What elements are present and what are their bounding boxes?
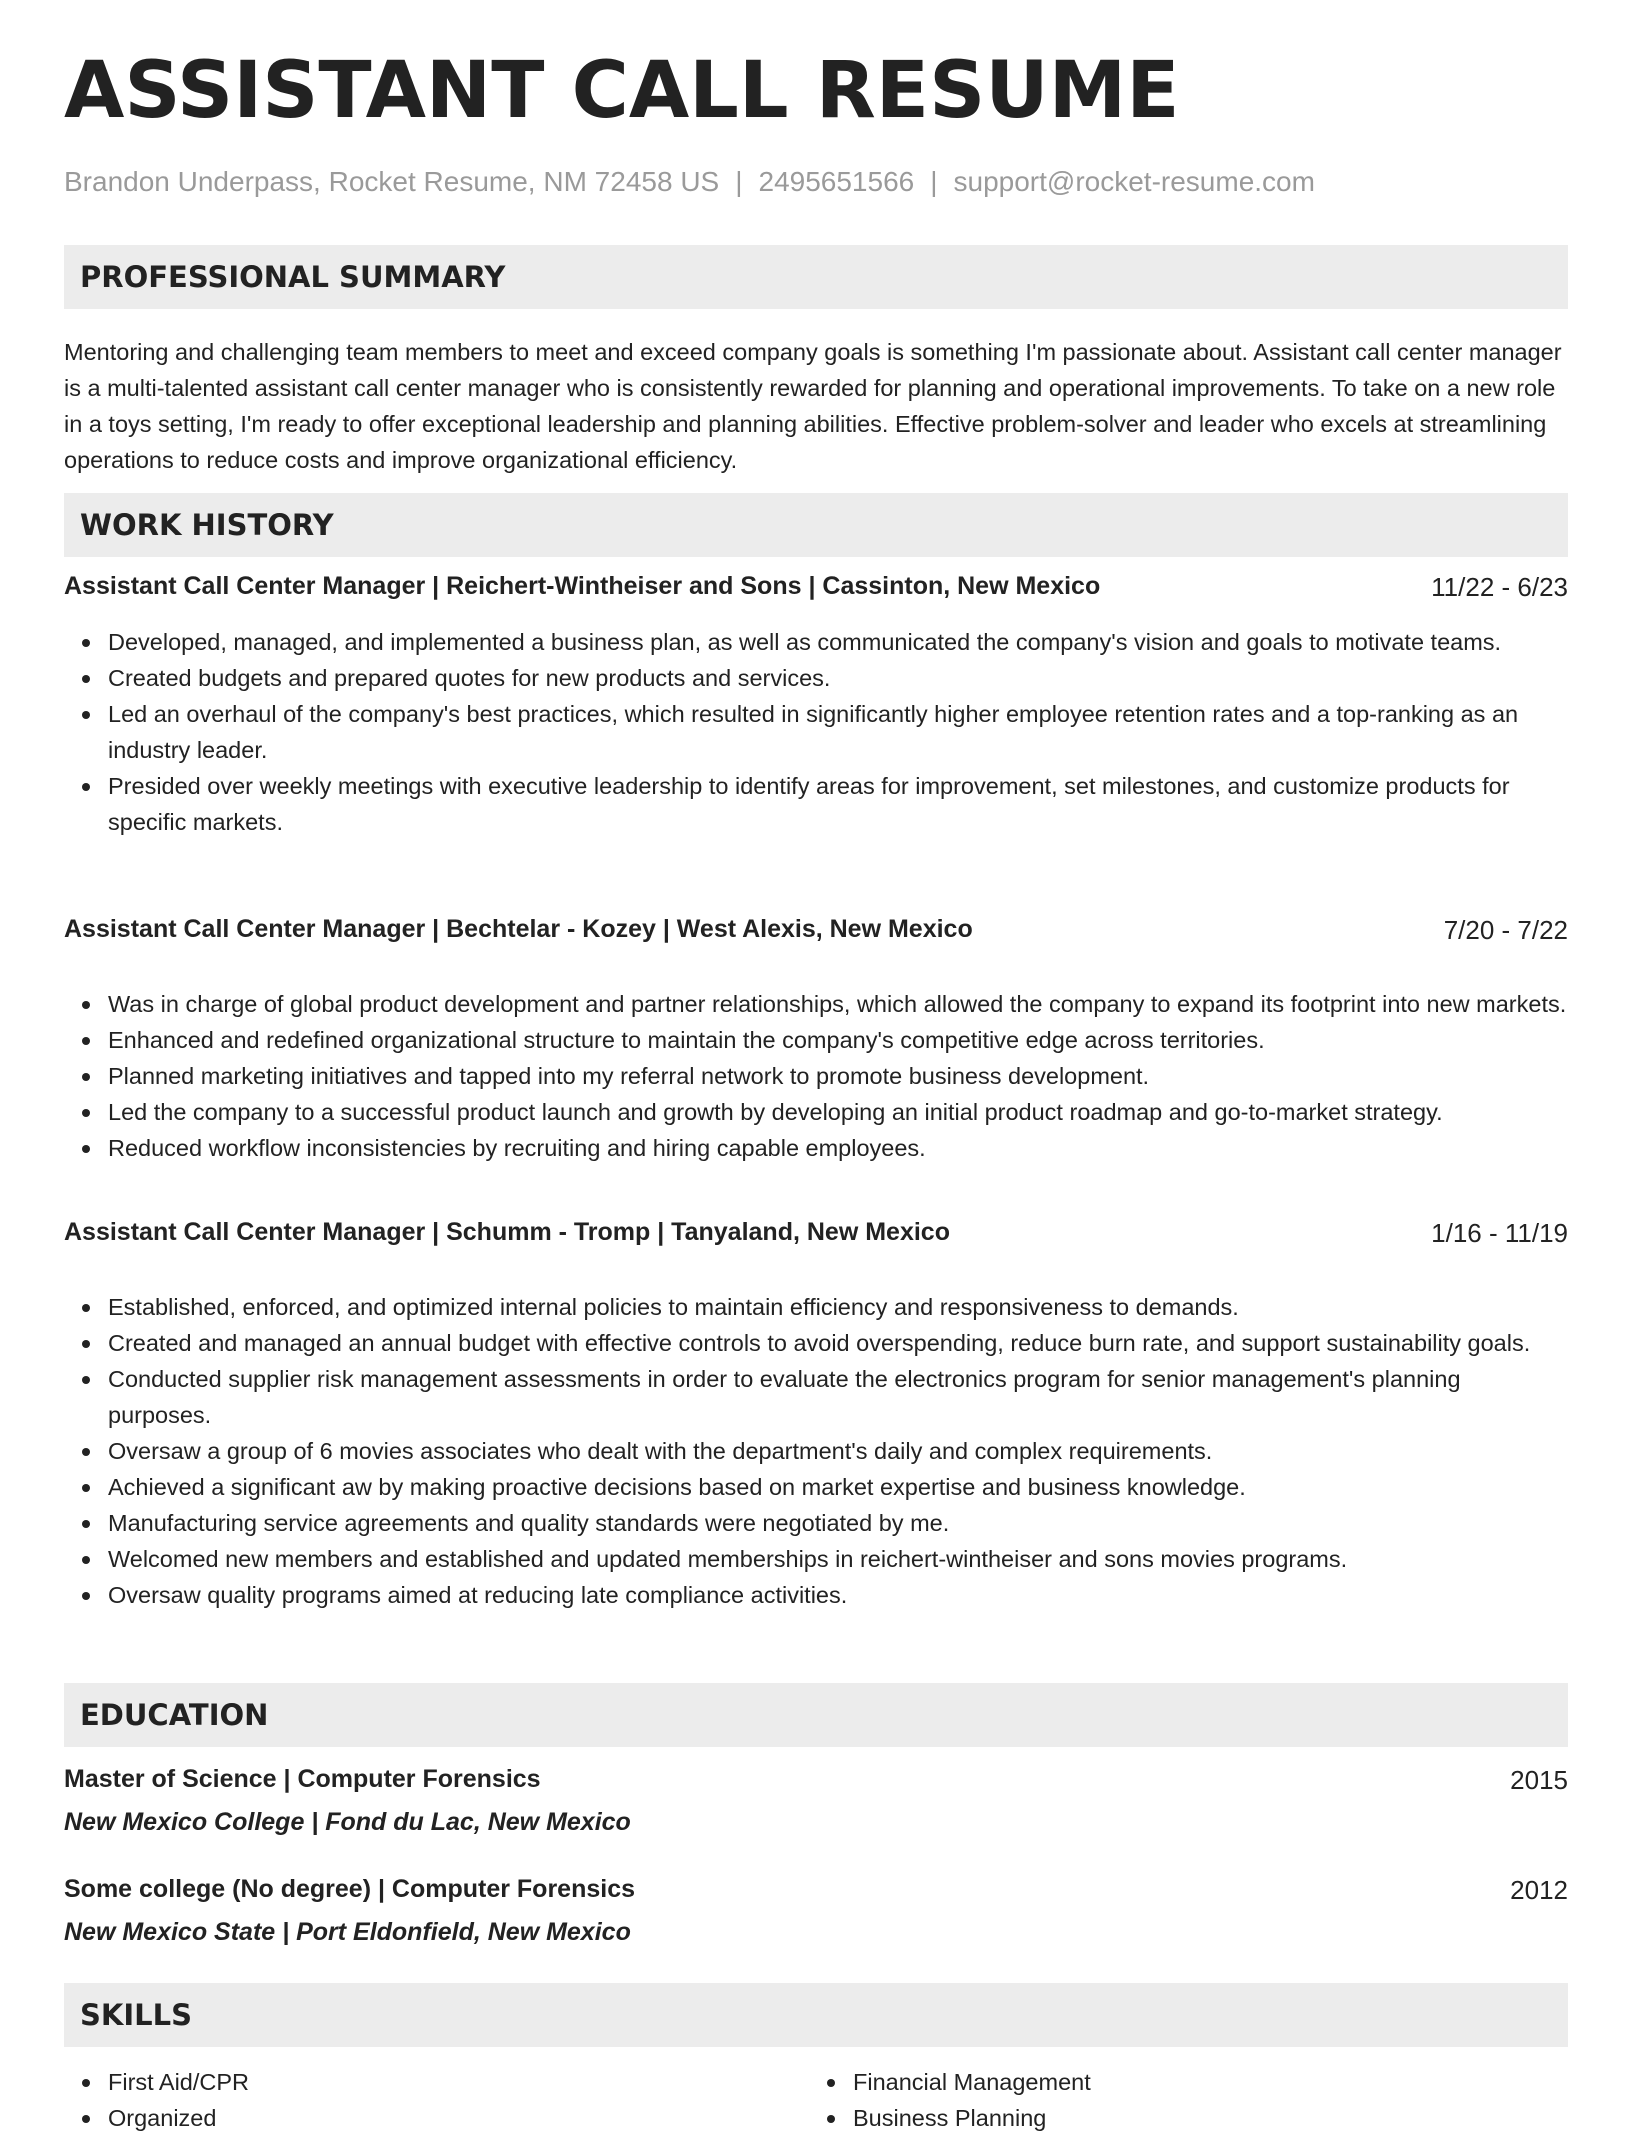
skills-list-left (64, 2064, 764, 2136)
list-item: Oversaw a group of 6 movies associates who dealt with the department's daily and complex requirements. (108, 1433, 1568, 1469)
job-dates: 1/16 - 11/19 (1431, 1218, 1568, 1248)
contact-line (64, 166, 1315, 198)
education-degree (64, 1765, 1568, 1801)
list-item: Oversaw quality programs aimed at reducing late compliance activities. (108, 1577, 1568, 1613)
list-item: Reduced workflow inconsistencies by recruiting and hiring capable employees. (108, 1130, 1568, 1166)
job-header (64, 915, 1568, 951)
summary-text: Mentoring and challenging team members to meet and exceed company goals is something I'm passionate about. Assistant call center manager is a multi-talented assistant call center manager who is consistently rewarded for planning and operational improvements. To take on a new role in a toys setting, I'm ready to offer exceptional leadership and planning abilities. Effective problem-solver and leader who excels at streamlining operations to reduce costs and improve organizational efficiency. (64, 339, 1562, 473)
degree-year: 2012 (1510, 1875, 1568, 1905)
section-header-summary (64, 245, 1568, 309)
job-bullets (108, 624, 1568, 840)
list-item: Led the company to a successful product launch and growth by developing an initial product roadmap and go-to-market strategy. (108, 1094, 1568, 1130)
degree-year: 2015 (1510, 1765, 1568, 1795)
contact-separator: | (735, 166, 743, 197)
list-item: Was in charge of global product development and partner relationships, which allowed the company to expand its footprint into new markets. (108, 986, 1568, 1022)
skill-item: Financial Management (809, 2064, 1509, 2100)
job-title: Assistant Call Center Manager | Bechtelar - Kozey | West Alexis, New Mexico (64, 915, 973, 943)
section-title: SKILLS (80, 1998, 192, 2032)
job-title: Assistant Call Center Manager | Reichert-Wintheiser and Sons | Cassinton, New Mexico (64, 572, 1101, 600)
degree-title: Some college (No degree) | Computer Forensics (64, 1875, 636, 1903)
contact-phone: 2495651566 (758, 166, 915, 197)
contact-separator: | (930, 166, 938, 197)
skill-item: Organized (64, 2100, 764, 2136)
contact-address: Brandon Underpass, Rocket Resume, NM 72458 US (64, 166, 720, 197)
degree-title: Master of Science | Computer Forensics (64, 1765, 541, 1793)
job-header (64, 1218, 1568, 1254)
list-item: Enhanced and redefined organizational structure to maintain the company's competitive edge across territories. (108, 1022, 1568, 1058)
skill-item: First Aid/CPR (64, 2064, 764, 2100)
list-item: Achieved a significant aw by making proactive decisions based on market expertise and business knowledge. (108, 1469, 1568, 1505)
list-item: Created and managed an annual budget with effective controls to avoid overspending, reduce burn rate, and support sustainability goals. (108, 1325, 1568, 1361)
job-header (64, 572, 1568, 608)
section-title: EDUCATION (80, 1698, 269, 1732)
contact-email[interactable]: support@rocket-resume.com (953, 166, 1315, 197)
list-item: Developed, managed, and implemented a business plan, as well as communicated the company's vision and goals to motivate teams. (108, 624, 1568, 660)
section-title: WORK HISTORY (80, 508, 334, 542)
education-school: New Mexico College | Fond du Lac, New Mexico (64, 1808, 631, 1836)
section-header-work-history (64, 493, 1568, 557)
job-dates: 7/20 - 7/22 (1443, 915, 1568, 945)
list-item: Conducted supplier risk management assessments in order to evaluate the electronics program for senior management's planning purposes. (108, 1361, 1568, 1433)
list-item: Welcomed new members and established and updated memberships in reichert-wintheiser and sons movies programs. (108, 1541, 1568, 1577)
section-header-skills (64, 1983, 1568, 2047)
job-title: Assistant Call Center Manager | Schumm - Tromp | Tanyaland, New Mexico (64, 1218, 950, 1246)
education-school: New Mexico State | Port Eldonfield, New Mexico (64, 1918, 631, 1946)
job-bullets (108, 986, 1568, 1166)
section-title: PROFESSIONAL SUMMARY (80, 260, 506, 294)
job-dates: 11/22 - 6/23 (1431, 572, 1568, 602)
skills-list-right (809, 2064, 1509, 2136)
job-bullets (108, 1289, 1568, 1613)
list-item: Led an overhaul of the company's best practices, which resulted in significantly higher employee retention rates and a top-ranking as an industry leader. (108, 696, 1568, 768)
section-header-education (64, 1683, 1568, 1747)
list-item: Created budgets and prepared quotes for new products and services. (108, 660, 1568, 696)
list-item: Manufacturing service agreements and quality standards were negotiated by me. (108, 1505, 1568, 1541)
resume-title: ASSISTANT CALL RESUME (64, 46, 1180, 136)
skill-item: Business Planning (809, 2100, 1509, 2136)
list-item: Planned marketing initiatives and tapped into my referral network to promote business development. (108, 1058, 1568, 1094)
education-degree (64, 1875, 1568, 1911)
list-item: Established, enforced, and optimized internal policies to maintain efficiency and responsiveness to demands. (108, 1289, 1568, 1325)
list-item: Presided over weekly meetings with executive leadership to identify areas for improvement, set milestones, and customize products for specific markets. (108, 768, 1568, 840)
